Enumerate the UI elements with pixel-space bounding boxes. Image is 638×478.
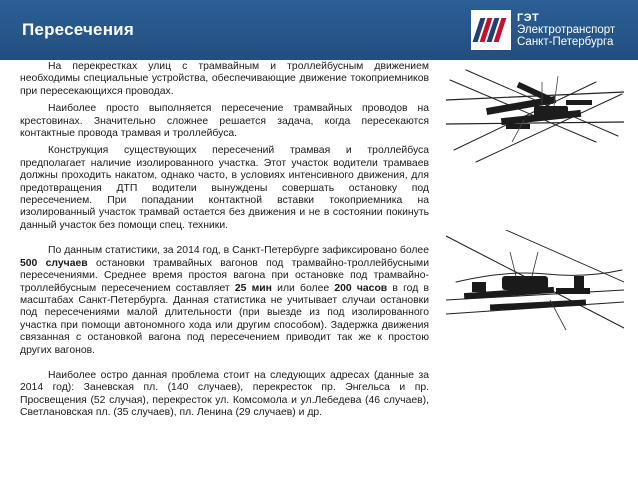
paragraph-5: Наиболее остро данная проблема стоит на следующих адресах (данные за 2014 год): Заневская пл. (140 случаев), перекресток пр. Энгельса и пр. Просвещения (52 случая), перекресток ул. Комсомола и ул.Лебедева (46 случаев), Светлановская пл. (35 случаев), пл. Ленина (29 случаев) и др.: [20, 369, 429, 419]
get-logo: [471, 10, 629, 50]
body-text: [20, 61, 429, 420]
logo-line-1: Электротранспорт: [517, 24, 616, 36]
header-bar: [0, 0, 638, 60]
paragraph-4-part-a: По данным статистики, за 2014 год, в Санкт-Петербурге зафиксировано более: [48, 245, 429, 257]
paragraph-1: На перекрестках улиц с трамвайным и троллейбусным движением необходимы специальные устройства, обеспечивающие движение токоприемников при пересекающихся проводах.: [20, 61, 429, 97]
stat-minutes: 25 мин: [234, 282, 272, 294]
crossing-photo-2-image: [446, 230, 624, 352]
paragraph-4: [20, 245, 429, 357]
paragraph-4-part-d: или более: [271, 282, 335, 294]
get-logo-icon: [471, 10, 511, 50]
crossing-photo-1-image: [446, 62, 624, 172]
logo-line-2: Санкт-Петербурга: [517, 36, 614, 48]
crossing-photo-2: [446, 230, 624, 352]
crossing-photo-1: [446, 62, 624, 172]
paragraph-3: Конструкция существующих пересечений трамвая и троллейбуса предполагает наличие изолированного участка. Этот участок водители трамваев должны проходить накатом, однако часто, в условиях интенсивного движения, для предотвращения ДТП водители вынуждены совершать остановку под пересечением. При попадании контактной вставки токоприемника на изолированный участок трамвай остается без движения и не в состоянии покинуть данный участок без помощи спец. техники.: [20, 145, 429, 231]
stat-cases: 500 случаев: [20, 257, 88, 269]
page-title: Пересечения: [22, 20, 134, 39]
logo-abbr: ГЭТ: [517, 12, 540, 24]
paragraph-2: Наиболее просто выполняется пересечение трамвайных проводов на крестовинах. Значительно сложнее решается задача, когда пересекаются контактные провода трамвая и троллейбуса.: [20, 103, 429, 140]
logo-caption: [517, 12, 615, 48]
stat-hours: 200 часов: [334, 282, 388, 294]
paragraph-4-part-c: остановки трамвайных вагонов под трамвайно-троллейбусными пересечениями. Среднее время простоя вагона при остановке под трамвайно-троллейбусным пересечением составляет: [20, 257, 429, 294]
paragraph-4-part-e: в год в масштабах Санкт-Петербурга. Данная статистика не учитывает случаи остановки под пересечениями малой длительности (при выезде из под изолированного участка при помощи автономного хода или другим способом). Задержка движения связанная с остановкой вагона под пересечением приводит так же к простою других вагонов.: [20, 282, 429, 356]
